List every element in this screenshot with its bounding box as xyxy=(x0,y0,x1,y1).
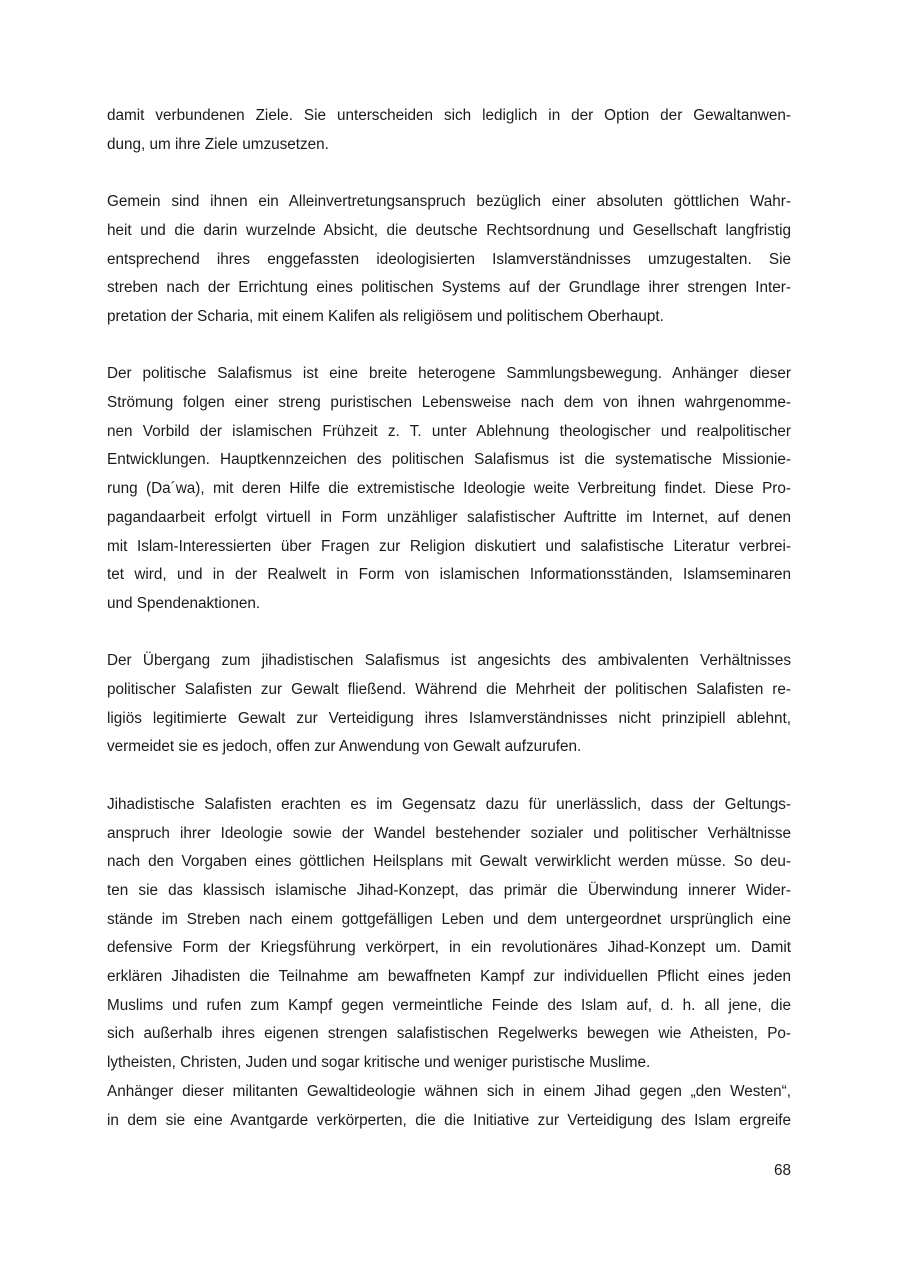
text-line: Gemein sind ihnen ein Alleinvertretungsanspruch bezüglich einer absoluten göttlichen Wahr- xyxy=(107,193,791,211)
text-line: stände im Streben nach einem gottgefälligen Leben und dem untergeordnet ursprünglich eine xyxy=(107,910,791,928)
text-line: pretation der Scharia, mit einem Kalifen als religiösem und politischem Oberhaupt. xyxy=(107,307,664,325)
body-text xyxy=(107,102,791,1135)
text-line: rung (Da´wa), mit deren Hilfe die extremistische Ideologie weite Verbreitung findet. Diese Pro- xyxy=(107,480,791,498)
text-line: Der Übergang zum jihadistischen Salafismus ist angesichts des ambivalenten Verhältnisses xyxy=(107,652,791,670)
text-line: erklären Jihadisten die Teilnahme am bewaffneten Kampf zur individuellen Pflicht eines jeden xyxy=(107,968,791,986)
text-line: heit und die darin wurzelnde Absicht, die deutsche Rechtsordnung und Gesellschaft langfristig xyxy=(107,221,791,239)
text-line: nen Vorbild der islamischen Frühzeit z. T. unter Ablehnung theologischer und realpolitischer xyxy=(107,422,791,440)
text-line: ten sie das klassisch islamische Jihad-Konzept, das primär die Überwindung innerer Wider- xyxy=(107,881,791,899)
text-line: damit verbundenen Ziele. Sie unterscheiden sich lediglich in der Option der Gewaltanwen- xyxy=(107,107,791,124)
paragraph-4 xyxy=(107,647,791,762)
text-line: Strömung folgen einer streng puristischen Lebensweise nach dem von ihnen wahrgenomme- xyxy=(107,394,791,411)
paragraph-spacer xyxy=(107,762,791,791)
text-line: dung, um ihre Ziele umzusetzen. xyxy=(107,135,329,153)
text-line: Jihadistische Salafisten erachten es im Gegensatz dazu für unerlässlich, dass der Geltungs- xyxy=(107,795,791,813)
text-line: Der politische Salafismus ist eine breite heterogene Sammlungsbewegung. Anhänger dieser xyxy=(107,365,791,383)
text-line: streben nach der Errichtung eines politischen Systems auf der Grundlage ihrer strengen Inter- xyxy=(107,279,791,297)
paragraph-spacer xyxy=(107,619,791,648)
text-line: lytheisten, Christen, Juden und sogar kritische und weniger puristische Muslime. xyxy=(107,1054,651,1072)
text-line: pagandaarbeit erfolgt virtuell in Form unzähliger salafistischer Auftritte im Internet, auf denen xyxy=(107,508,791,526)
text-line: in dem sie eine Avantgarde verkörperten, die die Initiative zur Verteidigung des Islam ergreife xyxy=(107,1111,791,1129)
text-line: Anhänger dieser militanten Gewaltideologie wähnen sich in einem Jihad gegen „den Westen“, xyxy=(107,1082,791,1100)
text-line: entsprechend ihres enggefassten ideologisierten Islamverständnisses umzugestalten. Sie xyxy=(107,250,791,268)
text-line: und Spendenaktionen. xyxy=(107,594,261,612)
text-line: anspruch ihrer Ideologie sowie der Wandel bestehender sozialer und politischer Verhältnisse xyxy=(107,824,791,842)
paragraph-6 xyxy=(107,1078,791,1135)
paragraph-3 xyxy=(107,360,791,618)
paragraph-spacer xyxy=(107,332,791,361)
paragraph-5 xyxy=(107,791,791,1078)
text-line: ligiös legitimierte Gewalt zur Verteidigung ihres Islamverständnisses nicht prinzipiell ablehnt, xyxy=(107,709,791,727)
text-line: sich außerhalb ihres eigenen strengen salafistischen Regelwerks bewegen wie Atheisten, Po- xyxy=(107,1025,791,1043)
text-line: nach den Vorgaben eines göttlichen Heilsplans mit Gewalt verwirklicht werden müsse. So deu- xyxy=(107,853,791,871)
text-line: politischer Salafisten zur Gewalt fließend. Während die Mehrheit der politischen Salafisten re- xyxy=(107,681,791,699)
paragraph-1 xyxy=(107,102,791,159)
text-line: vermeidet sie es jedoch, offen zur Anwendung von Gewalt aufzurufen. xyxy=(107,738,582,756)
page-number: 68 xyxy=(773,1162,791,1179)
text-line: mit Islam-Interessierten über Fragen zur Religion diskutiert und salafistische Literatur verbrei- xyxy=(107,537,791,555)
text-line: Entwicklungen. Hauptkennzeichen des politischen Salafismus ist die systematische Missionie- xyxy=(107,451,791,469)
text-line: tet wird, und in der Realwelt in Form von islamischen Informationsständen, Islamseminaren xyxy=(107,566,791,584)
paragraph-2 xyxy=(107,188,791,332)
text-line: Muslims und rufen zum Kampf gegen vermeintliche Feinde des Islam auf, d. h. all jene, die xyxy=(107,996,791,1014)
text-line: defensive Form der Kriegsführung verkörpert, in ein revolutionäres Jihad-Konzept um. Damit xyxy=(107,939,791,957)
paragraph-spacer xyxy=(107,159,791,188)
